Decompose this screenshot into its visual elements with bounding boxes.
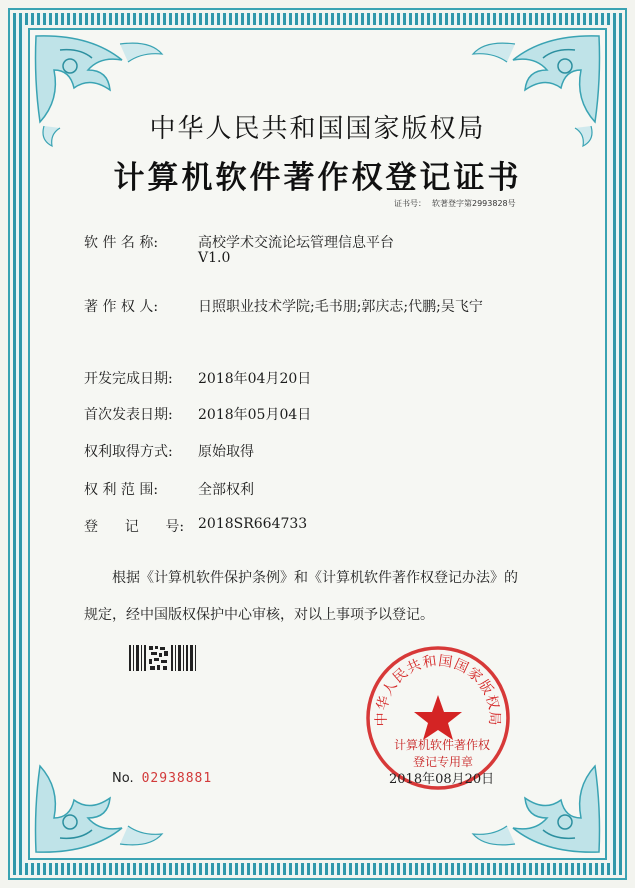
corner-ornament-bottom-left (30, 738, 170, 858)
field-value: 2018年05月04日 (198, 407, 312, 423)
seal-text-line-1: 计算机软件著作权 (394, 738, 491, 752)
issue-date: 2018年08月20日 (389, 772, 495, 787)
serial-label: No. (112, 771, 134, 786)
statement-line-2: 规定，经中国版权保护中心审核，对以上事项予以登记。 (84, 607, 434, 623)
certificate-number-label: 证书号： (394, 199, 426, 208)
field-software-name (84, 232, 394, 266)
certificate-number-value: 软著登字第2993828号 (432, 199, 516, 208)
field-label: 著 作 权 人: (84, 299, 159, 315)
field-label: 开发完成日期: (84, 371, 173, 387)
field-registration-number (84, 516, 308, 536)
field-value: 全部权利 (198, 482, 254, 498)
field-first-publication-date (84, 404, 312, 424)
field-label: 权利取得方式: (84, 444, 173, 460)
field-value-version: V1.0 (198, 250, 231, 266)
field-label: 软 件 名 称: (84, 235, 159, 251)
certificate-number (394, 198, 516, 209)
statement-line-1: 根据《计算机软件保护条例》和《计算机软件著作权登记办法》的 (112, 570, 518, 586)
field-completion-date (84, 368, 312, 388)
barcode-image (127, 643, 199, 673)
certificate-title: 计算机软件著作权登记证书 (113, 160, 522, 196)
field-label: 首次发表日期: (84, 407, 173, 423)
field-copyright-owner (84, 296, 483, 316)
issuing-agency: 中华人民共和国国家版权局 (149, 114, 486, 144)
field-rights-scope (84, 479, 254, 499)
field-value: 高校学术交流论坛管理信息平台 (198, 235, 394, 251)
field-value: 原始取得 (198, 444, 254, 460)
field-value: 2018SR664733 (198, 516, 308, 532)
serial-number (112, 771, 212, 786)
field-acquisition-method (84, 441, 254, 461)
serial-value: 02938881 (141, 771, 213, 786)
field-value: 日照职业技术学院;毛书朋;郭庆志;代鹏;吴飞宁 (198, 299, 483, 315)
seal-text-line-2: 登记专用章 (413, 755, 474, 769)
seal-ring-text: 中华人民共和国国家版权局 (373, 653, 503, 727)
field-label: 权 利 范 围: (84, 482, 159, 498)
field-value: 2018年04月20日 (198, 371, 312, 387)
field-label: 登 记 号: (84, 519, 185, 535)
